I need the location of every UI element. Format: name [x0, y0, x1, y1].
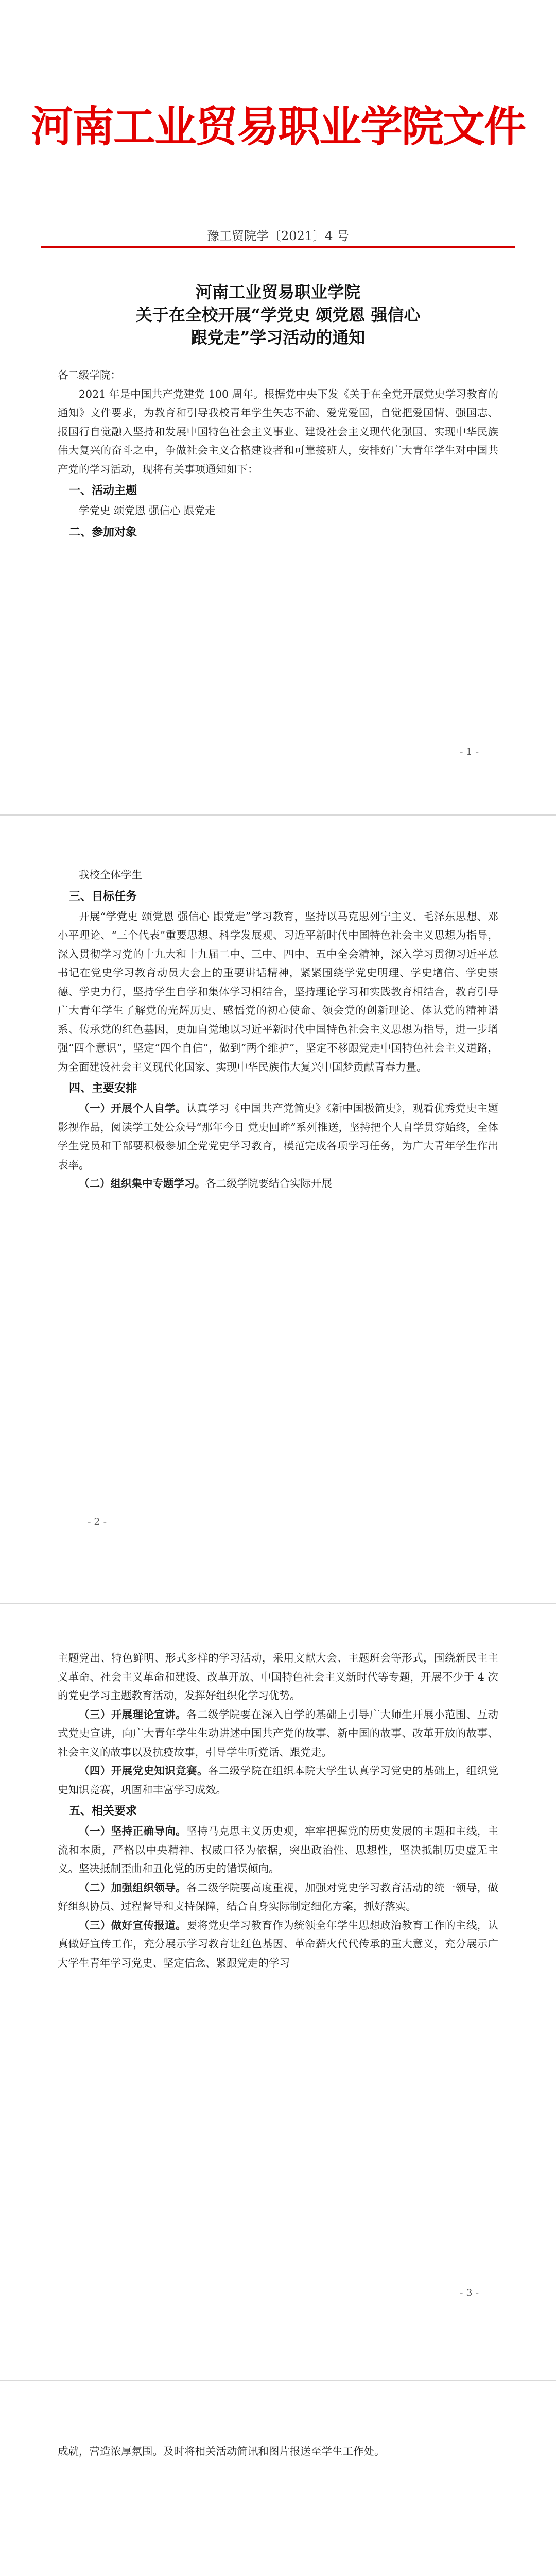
item-3-label: （三）开展理论宣讲。 [79, 1708, 187, 1721]
title-line-3: 跟党走”学习活动的通知 [190, 328, 366, 347]
page-3-body [58, 1649, 498, 1972]
page-2-body [58, 866, 498, 1193]
title-line-1: 河南工业贸易职业学院 [195, 282, 360, 302]
red-divider [41, 246, 515, 248]
section-1-title: 一、活动主题 [69, 484, 137, 497]
page-4-body [58, 2442, 498, 2461]
doc-number: 豫工贸院学〔2021〕4 号 [207, 229, 349, 243]
section-3-text: 开展“学党史 颂党恩 强信心 跟党走”学习教育，坚持以马克思列宁主义、毛泽东思想、邓小平理论、“三个代表”重要思想、科学发展观、习近平新时代中国特色社会主义思想为指导，深入贯彻学习党的十九大和十九届二中、三中、四中、五中全会精神，深入学习贯彻习近平总书记在党史学习教育动员大会上的重要讲话精神，紧紧围绕学党史明理、学史增信、学史崇德、学史力行，坚持学生自学和集体学习相结合，坚持理论学习和实践教育相结合，教育引导广大青年学生了解党的光辉历史、感悟党的初心使命、领会党的创新理论、体认党的精神谱系、传承党的红色基因，更加自觉地以习近平新时代中国特色社会主义思想为指导，进一步增强“四个意识”，坚定“四个自信”，做到“两个维护”，坚定不移跟党走中国特色社会主义道路，为全面建设社会主义现代化国家、实现中华民族伟大复兴中国梦贡献青春力量。 [58, 910, 498, 1073]
page-3 [0, 1604, 556, 2380]
item-2-label: （二）组织集中专题学习。 [79, 1177, 205, 1190]
requirement-3-label: （三）做好宣传报道。 [79, 1919, 187, 1931]
requirement-3-continued: 成就，营造浓厚氛围。及时将相关活动简讯和图片报送至学生工作处。 [58, 2445, 385, 2458]
item-1-text: 认真学习《中国共产党简史》《新中国极简史》，观看优秀党史主题影视作品，阅读学工处公众号“那年今日 党史回眸”系列推送，坚持把个人自学贯穿始终，全体学生党员和干部要积极参加全党党史学习教育，模范完成各项学习任务，为广大青年学生作出表率。 [58, 1102, 499, 1171]
item-2-continued: 主题党出、特色鲜明、形式多样的学习活动，采用文献大会、主题班会等形式，围绕新民主主义革命、社会主义革命和建设、改革开放、中国特色社会主义新时代等专题，开展不少于 4 次的党史学习主题教育活动，发挥好组织化学习优势。 [58, 1652, 498, 1702]
page-4 [0, 2381, 556, 2576]
requirement-2-text: 各二级学院要高度重视，加强对党史学习教育活动的统一领导，做好组织协员、过程督导和支持保障，结合自身实际制定细化方案，抓好落实。 [58, 1881, 499, 1912]
item-4-text: 各二级学院在组织本院大学生认真学习党史的基础上，组织党史知识竞赛，巩固和丰富学习成效。 [58, 1765, 499, 1796]
item-3-text: 各二级学院要在深入自学的基础上引导广大师生开展小范围、互动式党史宣讲，向广大青年学生生动讲述中国共产党的故事、新中国的故事、改革开放的故事、社会主义的故事以及抗疫故事，引导学生听党话、跟党走。 [58, 1708, 499, 1758]
item-4 [58, 1761, 498, 1799]
section-2-title: 二、参加对象 [69, 526, 137, 539]
item-2 [58, 1174, 498, 1193]
requirement-1-text: 坚持马克思主义历史观，牢牢把握党的历史发展的主题和主线，主流和本质，严格以中央精神、权威口径为依据，突出政治性、思想性，坚决抵制历史虚无主义。坚决抵制歪曲和丑化党的历史的错误倾向。 [58, 1825, 499, 1875]
salutation: 各二级学院： [58, 369, 121, 381]
section-2-text: 我校全体学生 [79, 869, 142, 881]
section-5-title: 五、相关要求 [69, 1805, 137, 1818]
intro-paragraph: 2021 年是中国共产党建党 100 周年。根据党中央下发《关于在全党开展党史学习教育的通知》文件要求，为教育和引导我校青年学生矢志不渝、爱党爱国，自觉把爱国情、强国志、报国行自觉融入坚持和发展中国特色社会主义事业、建设社会主义现代化强国、实现中华民族伟大复兴的奋斗之中，争做社会主义合格建设者和可靠接班人，安排好广大青年学生对中国共产党的学习活动，现将有关事项通知如下： [58, 387, 498, 476]
requirement-3 [58, 1916, 498, 1973]
item-1 [58, 1099, 498, 1174]
section-3-title: 三、目标任务 [69, 890, 137, 903]
title-line-2: 关于在全校开展“学党史 颂党恩 强信心 [135, 305, 421, 325]
item-3 [58, 1705, 498, 1762]
requirement-2 [58, 1878, 498, 1916]
item-4-label: （四）开展党史知识竞赛。 [79, 1765, 208, 1777]
requirement-2-label: （二）加强组织领导。 [79, 1881, 187, 1894]
page-number-3: - 3 - [459, 2287, 479, 2298]
page-number-1: - 1 - [459, 746, 479, 757]
notice-title [77, 281, 479, 349]
requirement-1 [58, 1822, 498, 1878]
section-4-title: 四、主要安排 [69, 1082, 137, 1095]
page-2 [0, 816, 556, 1603]
section-1-text: 学党史 颂党恩 强信心 跟党走 [79, 504, 216, 517]
org-title: 河南工业贸易职业学院文件 [31, 102, 526, 151]
page-number-2: - 2 - [88, 1516, 107, 1528]
requirement-1-label: （一）坚持正确导向。 [79, 1825, 187, 1837]
item-2-text: 各二级学院要结合实际开展 [205, 1177, 332, 1190]
page-1-body [58, 366, 498, 543]
item-1-label: （一）开展个人自学。 [79, 1102, 186, 1114]
requirement-3-text: 要将党史学习教育作为统领全年学生思想政治教育工作的主线，认真做好宣传工作，充分展示学习教育让红色基因、革命薪火代代传承的重大意义，充分展示广大学生青年学习党史、坚定信念、紧跟党走的学习 [58, 1919, 499, 1969]
page-1 [0, 0, 556, 814]
